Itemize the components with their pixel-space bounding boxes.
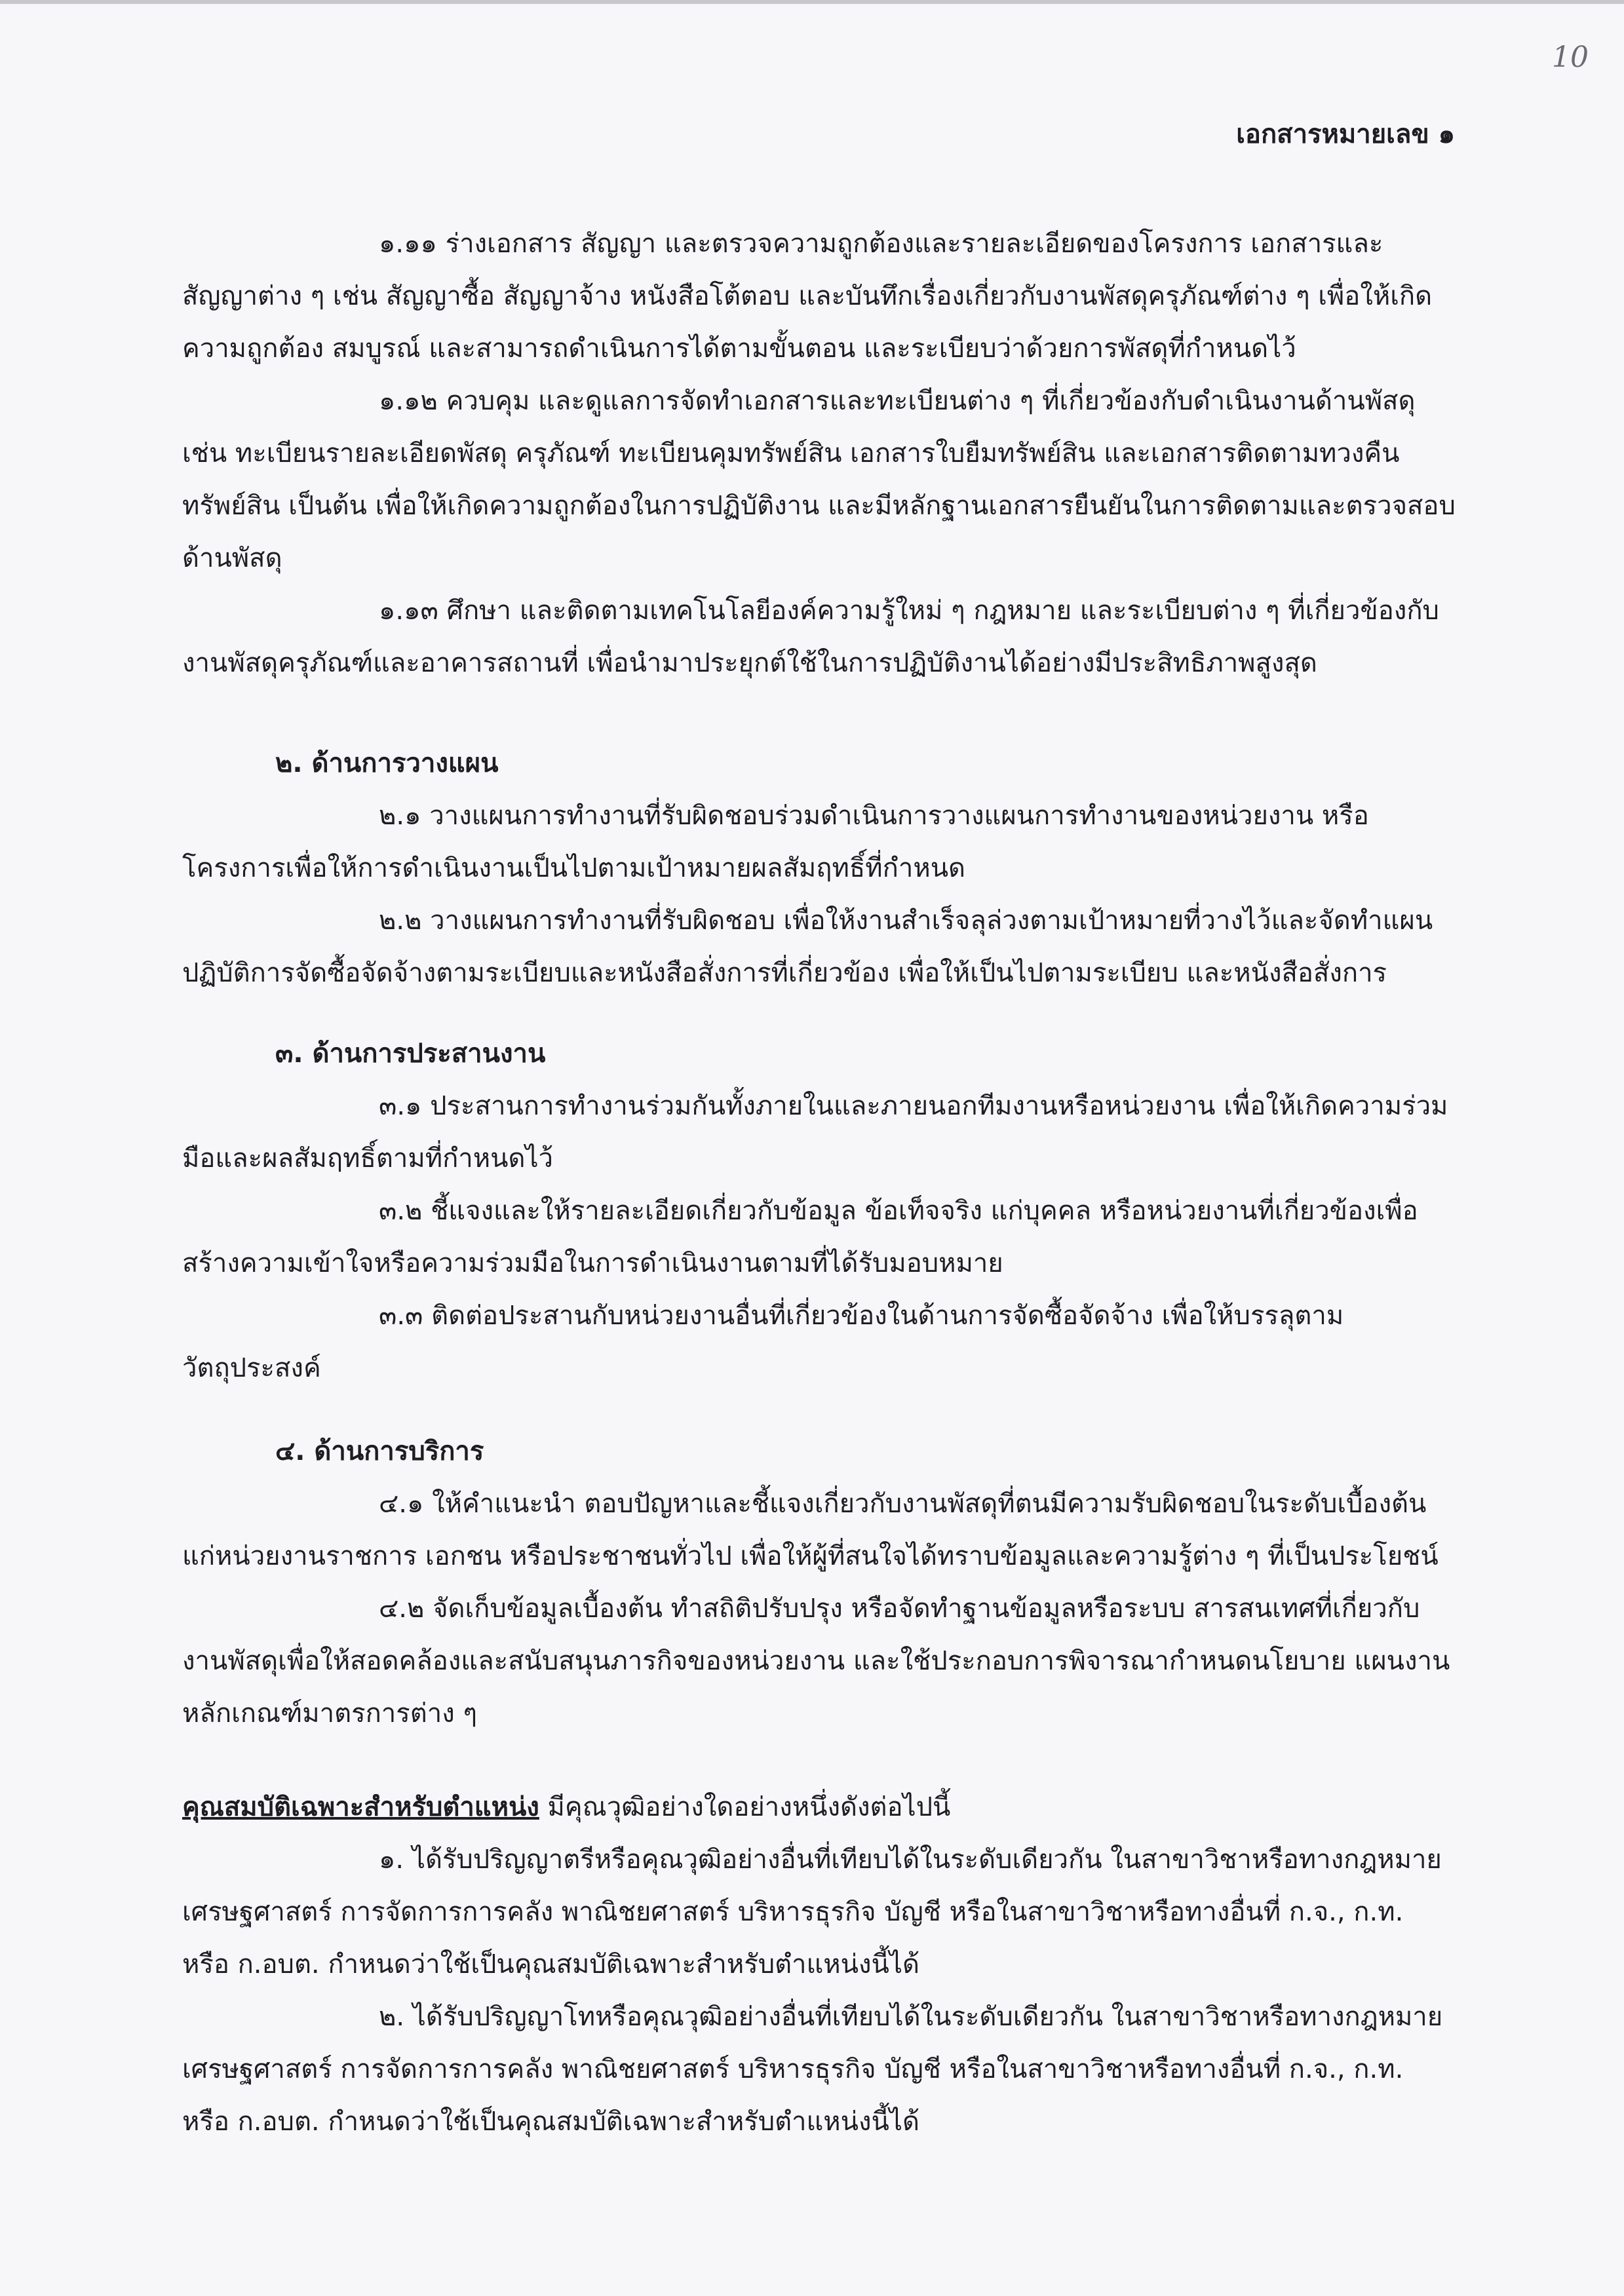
qualification-2: ๒. ได้รับปริญญาโทหรือคุณวุฒิอย่างอื่นที่เทียบได้ในระดับเดียวกัน ในสาขาวิชาหรือทางกฎหมายเศรษฐศาสตร์ การจัดการการคลัง พาณิชยศาสตร์ บริหารธุรกิจ บัญชี หรือในสาขาวิชาหรือทางอื่นที่ ก.จ., ก.ท. หรือ ก.อบต. กำหนดว่าใช้เป็นคุณสมบัติเฉพาะสำหรับตำแหน่งนี้ได้: [182, 2002, 1443, 2137]
qualification-1: ๑. ได้รับปริญญาตรีหรือคุณวุฒิอย่างอื่นที่เทียบได้ในระดับเดียวกัน ในสาขาวิชาหรือทางกฎหมายเศรษฐศาสตร์ การจัดการการคลัง พาณิชยศาสตร์ บริหารธุรกิจ บัญชี หรือในสาขาวิชาหรือทางอื่นที่ ก.จ., ก.ท. หรือ ก.อบต. กำหนดว่าใช้เป็นคุณสมบัติเฉพาะสำหรับตำแหน่งนี้ได้: [182, 1845, 1442, 1980]
item-3-3: ๓.๓ ติดต่อประสานกับหน่วยงานอื่นที่เกี่ยวข้องในด้านการจัดซื้อจัดจ้าง เพื่อให้บรรลุตามวัตถุประสงค์: [182, 1301, 1344, 1383]
handwritten-page-number: 10: [1552, 41, 1589, 74]
item-4-1: ๔.๑ ให้คำแนะนำ ตอบปัญหาและชี้แจงเกี่ยวกับงานพัสดุที่ตนมีความรับผิดชอบในระดับเบื้องต้นแก่หน่วยงานราชการ เอกชน หรือประชาชนทั่วไป เพื่อให้ผู้ที่สนใจได้ทราบข้อมูลและความรู้ต่าง ๆ ที่เป็นประโยชน์: [182, 1489, 1439, 1571]
section-heading-service: ๔. ด้านการบริการ: [275, 1436, 484, 1466]
section-heading-planning: ๒. ด้านการวางแผน: [275, 748, 499, 778]
qualifications-intro: มีคุณวุฒิอย่างใดอย่างหนึ่งดังต่อไปนี้: [539, 1792, 951, 1822]
document-reference: เอกสารหมายเลข ๑: [1236, 119, 1455, 149]
scan-top-edge: [0, 0, 1624, 4]
item-2-2: ๒.๒ วางแผนการทำงานที่รับผิดชอบ เพื่อให้งานสำเร็จลุล่วงตามเป้าหมายที่วางไว้และจัดทำแผนปฏิบัติการจัดซื้อจัดจ้างตามระเบียบและหนังสือสั่งการที่เกี่ยวข้อง เพื่อให้เป็นไปตามระเบียบ และหนังสือสั่งการ: [182, 906, 1433, 988]
section-heading-coordination: ๓. ด้านการประสานงาน: [275, 1039, 546, 1069]
item-1-11: ๑.๑๑ ร่างเอกสาร สัญญา และตรวจความถูกต้องและรายละเอียดของโครงการ เอกสารและสัญญาต่าง ๆ เช่น สัญญาซื้อ สัญญาจ้าง หนังสือโต้ตอบ และบันทึกเรื่องเกี่ยวกับงานพัสดุครุภัณฑ์ต่าง ๆ เพื่อให้เกิดความถูกต้อง สมบูรณ์ และสามารถดำเนินการได้ตามขั้นตอน และระเบียบว่าด้วยการพัสดุที่กำหนดไว้: [182, 229, 1433, 364]
item-1-12: ๑.๑๒ ควบคุม และดูแลการจัดทำเอกสารและทะเบียนต่าง ๆ ที่เกี่ยวข้องกับดำเนินงานด้านพัสดุ เช่น ทะเบียนรายละเอียดพัสดุ ครุภัณฑ์ ทะเบียนคุมทรัพย์สิน เอกสารใบยืมทรัพย์สิน และเอกสารติดตามทวงคืนทรัพย์สิน เป็นต้น เพื่อให้เกิดความถูกต้องในการปฏิบัติงาน และมีหลักฐานเอกสารยืนยันในการติดตามและตรวจสอบด้านพัสดุ: [182, 386, 1456, 573]
qualifications-title: คุณสมบัติเฉพาะสำหรับตำแหน่ง: [182, 1792, 539, 1822]
item-3-1: ๓.๑ ประสานการทำงานร่วมกันทั้งภายในและภายนอกทีมงานหรือหน่วยงาน เพื่อให้เกิดความร่วมมือและผลสัมฤทธิ์ตามที่กำหนดไว้: [182, 1091, 1448, 1174]
item-2-1: ๒.๑ วางแผนการทำงานที่รับผิดชอบร่วมดำเนินการวางแผนการทำงานของหน่วยงาน หรือโครงการเพื่อให้การดำเนินงานเป็นไปตามเป้าหมายผลสัมฤทธิ์ที่กำหนด: [182, 801, 1369, 883]
item-3-2: ๓.๒ ชี้แจงและให้รายละเอียดเกี่ยวกับข้อมูล ข้อเท็จจริง แก่บุคคล หรือหน่วยงานที่เกี่ยวข้องเพื่อสร้างความเข้าใจหรือความร่วมมือในการดำเนินงานตามที่ได้รับมอบหมาย: [182, 1196, 1418, 1278]
item-1-13: ๑.๑๓ ศึกษา และติดตามเทคโนโลยีองค์ความรู้ใหม่ ๆ กฎหมาย และระเบียบต่าง ๆ ที่เกี่ยวข้องกับงานพัสดุครุภัณฑ์และอาคารสถานที่ เพื่อนำมาประยุกต์ใช้ในการปฏิบัติงานได้อย่างมีประสิทธิภาพสูงสุด: [182, 596, 1439, 678]
item-4-2: ๔.๒ จัดเก็บข้อมูลเบื้องต้น ทำสถิติปรับปรุง หรือจัดทำฐานข้อมูลหรือระบบ สารสนเทศที่เกี่ยวกับงานพัสดุเพื่อให้สอดคล้องและสนับสนุนภารกิจของหน่วยงาน และใช้ประกอบการพิจารณากำหนดนโยบาย แผนงานหลักเกณฑ์มาตรการต่าง ๆ: [182, 1594, 1450, 1729]
qualifications-intro-line: [182, 1781, 1456, 1833]
